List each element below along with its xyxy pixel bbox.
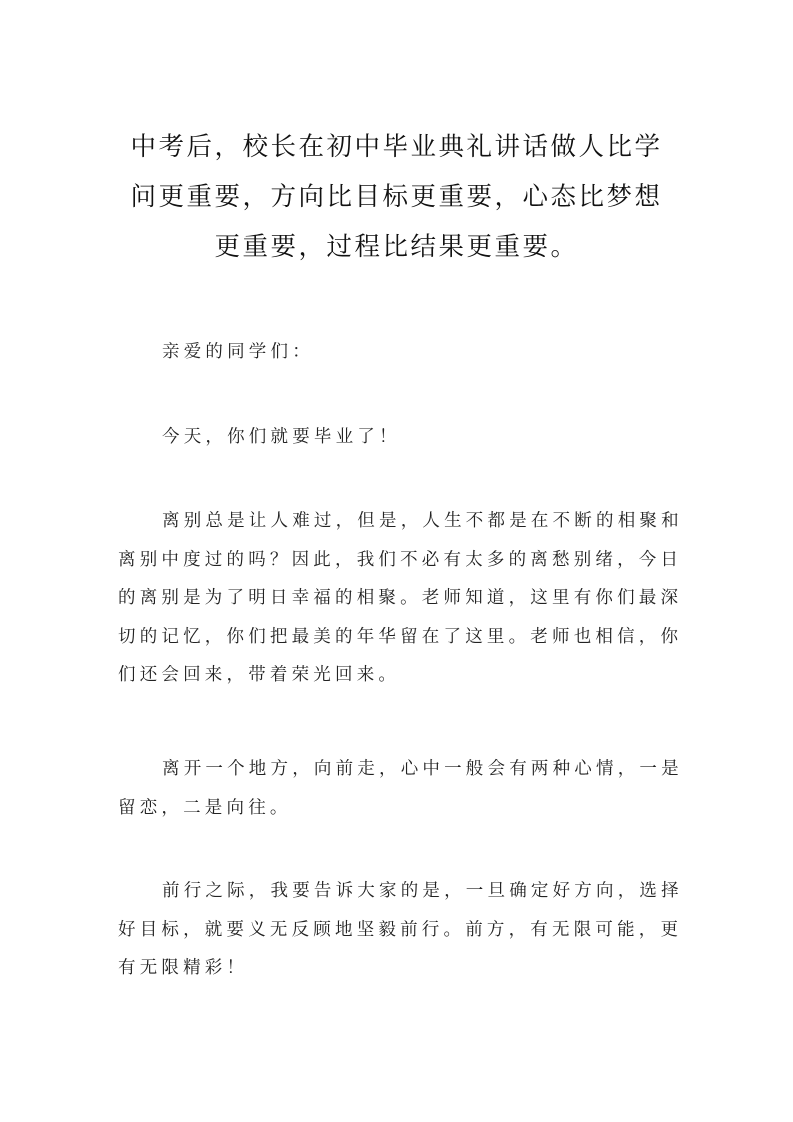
- salutation-paragraph: [118, 333, 682, 372]
- paragraph-line: 前行之际，我要告诉大家的是，一旦确定好方向，选择: [162, 881, 683, 901]
- paragraph-graduation: [118, 418, 682, 457]
- paragraph-line: 离别中度过的吗？因此，我们不必有太多的离愁别绪，今日: [118, 549, 683, 570]
- paragraph-line: 亲爱的同学们：: [162, 342, 314, 362]
- paragraph-line: 们还会回来，带着荣光回来。: [118, 665, 401, 685]
- paragraph-leaving: [118, 750, 682, 827]
- title-line: 更重要，过程比结果更重要。: [214, 232, 579, 262]
- paragraph-line: 今天，你们就要毕业了！: [162, 427, 401, 447]
- paragraph-line: 离开一个地方，向前走，心中一般会有两种心情，一是: [162, 759, 683, 779]
- paragraph-line: 的离别是为了明日幸福的相聚。老师知道，这里有你们最深: [118, 588, 683, 608]
- title-line: 问更重要，方向比目标更重要，心态比梦想: [130, 182, 663, 212]
- paragraph-line: 有无限精彩！: [118, 958, 249, 978]
- paragraph-forward: [118, 872, 682, 988]
- paragraph-line: 好目标，就要义无反顾地坚毅前行。前方，有无限可能，更: [118, 919, 683, 940]
- paragraph-line: 切的记忆，你们把最美的年华留在了这里。老师也相信，你: [118, 626, 683, 647]
- paragraph-farewell: [118, 502, 682, 695]
- paragraph-line: 留恋，二是向往。: [118, 797, 292, 818]
- document-title: [115, 122, 678, 272]
- paragraph-line: 离别总是让人难过，但是，人生不都是在不断的相聚和: [162, 511, 683, 531]
- title-line: 中考后，校长在初中毕业典礼讲话做人比学: [130, 132, 663, 162]
